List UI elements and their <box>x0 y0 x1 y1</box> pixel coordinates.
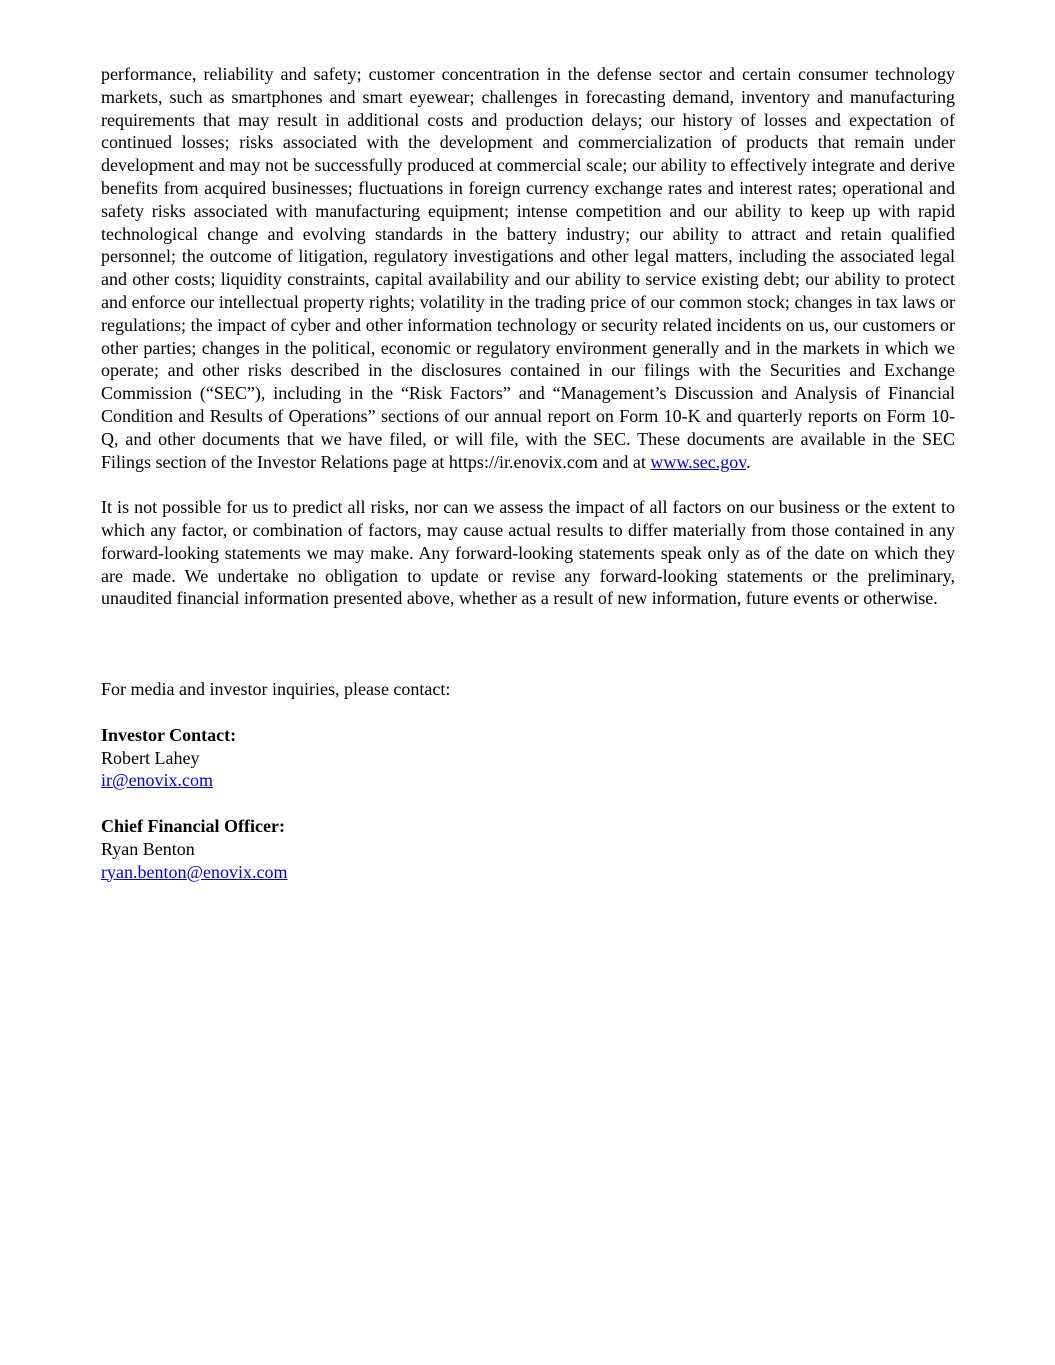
investor-contact-email-link[interactable]: ir@enovix.com <box>101 770 214 791</box>
investor-contact-block <box>101 724 955 792</box>
cfo-contact-email-link[interactable]: ryan.benton@enovix.com <box>101 861 288 882</box>
investor-contact-name: Robert Lahey <box>101 747 200 768</box>
sec-website-link[interactable]: www.sec.gov <box>650 451 747 472</box>
cfo-contact-name: Ryan Benton <box>101 838 195 859</box>
cfo-contact-heading: Chief Financial Officer: <box>101 815 285 836</box>
cfo-contact-block <box>101 815 955 883</box>
contact-intro: For media and investor inquiries, please contact: <box>101 679 451 700</box>
risk-factors-text: performance, reliability and safety; customer concentration in the defense sector and certain consumer technology markets, such as smartphones and smart eyewear; challenges in forecasting demand, inventory and manufacturing requirements that may result in additional costs and production delays; our history of losses and expectation of continued losses; risks associated with the development and commercialization of products that remain under development and may not be successfully produced at commercial scale; our ability to effectively integrate and derive benefits from acquired businesses; fluctuations in foreign currency exchange rates and interest rates; operational and safety risks associated with manufacturing equipment; intense competition and our ability to keep up with rapid technological change and evolving standards in the battery industry; our ability to attract and retain qualified personnel; the outcome of litigation, regulatory investigations and other legal matters, including the associated legal and other costs; liquidity constraints, capital availability and our ability to service existing debt; our ability to protect and enforce our intellectual property rights; volatility in the trading price of our common stock; changes in tax laws or regulations; the impact of cyber and other information technology or security related incidents on us, our customers or other parties; changes in the political, economic or regulatory environment generally and in the markets in which we operate; and other risks described in the disclosures contained in our filings with the Securities and Exchange Commission (“SEC”), including in the “Risk Factors” and “Management’s Discussion and Analysis of Financial Condition and Results of Operations” sections of our annual report on Form 10-K and quarterly reports on Form 10-Q, and other documents that we have filed, or will file, with the SEC. These documents are available in the SEC Filings section of the Investor Relations page at https://ir.enovix.com and at <box>101 64 955 472</box>
document-page <box>101 63 955 883</box>
risk-factors-end: . <box>746 451 751 472</box>
disclaimer-paragraph: It is not possible for us to predict all risks, nor can we assess the impact of all factors on our business or the extent to which any factor, or combination of factors, may cause actual results to differ materially from those contained in any forward-looking statements we may make. Any forward-looking statements speak only as of the date on which they are made. We undertake no obligation to update or revise any forward-looking statements or the preliminary, unaudited financial information presented above, whether as a result of new information, future events or otherwise. <box>101 497 955 609</box>
investor-contact-heading: Investor Contact: <box>101 724 237 745</box>
risk-factors-paragraph <box>101 63 955 473</box>
